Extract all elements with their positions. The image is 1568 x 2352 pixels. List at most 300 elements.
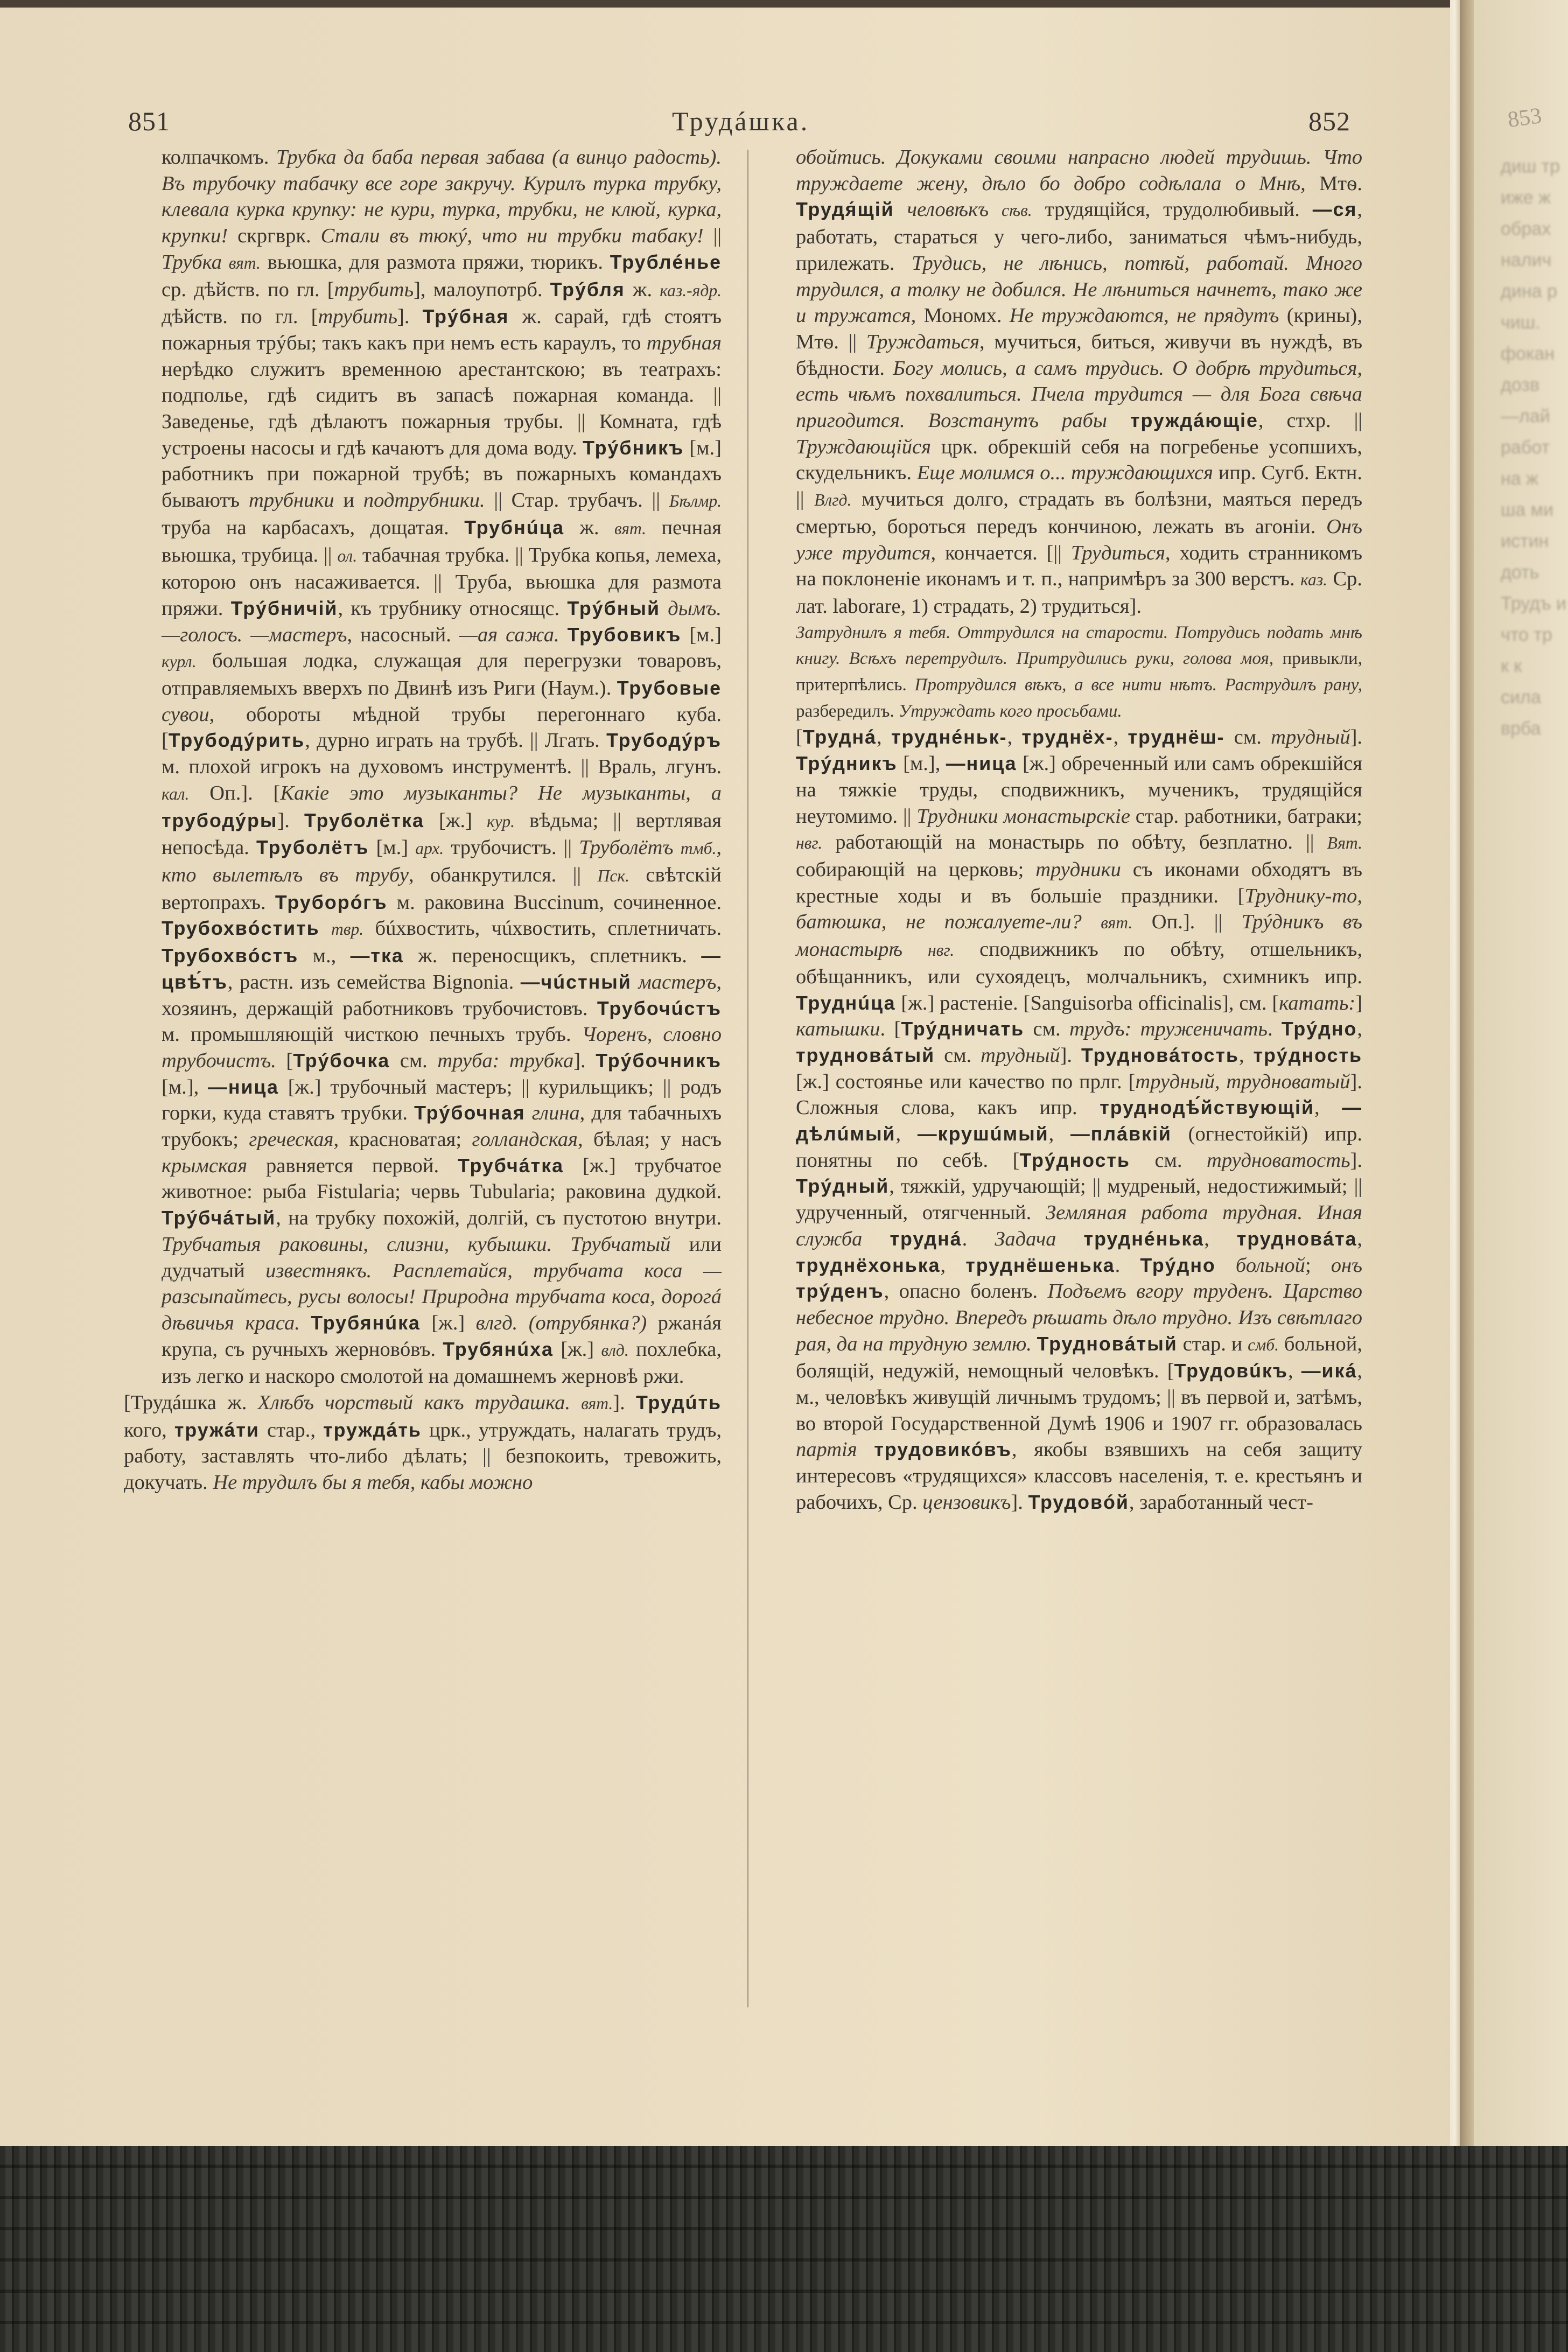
example-text: Протрудился вѣкъ, а все нити нѣтъ. Раструдилъ рану, <box>914 675 1362 695</box>
definition-text: кого, <box>124 1418 174 1441</box>
definition-text: привыкли, притерпѣлись. <box>796 648 1362 695</box>
definition-text: [ж.] трубочный мастеръ; || курильщикъ; || родъ горки, куда ставятъ трубки. <box>162 1075 722 1125</box>
region-abbreviation: кал. <box>162 784 190 803</box>
definition-text <box>320 917 331 940</box>
ghost-line: врба <box>1501 718 1541 739</box>
region-abbreviation: Вят. <box>1327 834 1362 853</box>
definition-text: см. <box>1024 1018 1069 1041</box>
definition-text: см. <box>935 1044 981 1067</box>
definition-text: ржанáя крупа, съ ручныхъ жерновóвъ. <box>162 1311 722 1361</box>
definition-text: ]. Сложныя слова, какъ ипр. <box>796 1070 1362 1119</box>
headword: Трýбля <box>550 278 625 300</box>
headword: труждáть <box>323 1419 422 1441</box>
ghost-line: иже ж <box>1501 187 1551 208</box>
example-text: трудный <box>1271 726 1350 749</box>
headword: труднёш- <box>1128 726 1225 748</box>
example-text: больной <box>1235 1254 1305 1277</box>
region-abbreviation: тмб. <box>680 839 717 858</box>
definition-text: , къ трубнику относящс. <box>338 597 568 620</box>
headword: Трýдно <box>1281 1018 1357 1040</box>
definition-text: собирающiй на церковь; <box>796 858 1036 881</box>
region-abbreviation: вят. <box>1101 913 1133 933</box>
ghost-line: что тр <box>1501 625 1552 645</box>
definition-text: см. <box>390 1049 438 1072</box>
definition-text: . <box>1115 1254 1140 1277</box>
ghost-line: чиш. <box>1501 312 1541 333</box>
definition-text: труба на карбасахъ, дощатая. <box>162 516 465 539</box>
region-abbreviation: Влгд. <box>814 491 852 510</box>
example-text: мастеръ <box>638 970 717 993</box>
ghost-line: доть <box>1501 562 1539 583</box>
headword: Трудя́щiй <box>796 199 894 221</box>
example-text: Не трудилъ бы я тебя, кабы можно <box>213 1471 533 1494</box>
example-text: Затруднилъ я тебя. Оттрудился на старости. Потрудись подать мнѣ книгу. Всѣхъ перетрудилъ. Притрудились руки, голова моя, <box>796 622 1362 669</box>
definition-text: , обороты мѣдной трубы перегоннаго куба. [ <box>162 703 722 752</box>
running-head: Трудáшка. <box>672 106 810 136</box>
example-text: партiя <box>796 1438 857 1461</box>
definition-text: [ж.] <box>553 1338 601 1361</box>
definition-text: , обанкрутился. || <box>408 863 598 886</box>
definition-text <box>570 1391 581 1414</box>
example-text: трубная <box>646 331 722 354</box>
headword: Трубовикъ <box>567 624 682 646</box>
next-page-fragment <box>1474 0 1568 2352</box>
definition-text: [м.] <box>681 623 722 646</box>
example-text: Не труждаются, не прядутъ <box>1009 304 1279 327</box>
definition-text <box>857 1438 874 1461</box>
headword: —ница <box>946 753 1017 775</box>
definition-text: [ <box>276 1049 293 1072</box>
region-abbreviation: ол. <box>337 546 358 565</box>
definition-text: Мтѳ. <box>1305 172 1362 195</box>
headword: Трýбникъ <box>583 437 684 459</box>
headword: трудновáта <box>1236 1228 1357 1250</box>
definition-text: (крины), Мтѳ. || <box>796 304 1362 353</box>
example-text: Подъемъ вгору труденъ. Царство небесное трудно. Впередъ рѣшать дѣло трудно. Изъ свѣтлаго рая, да на трудную землю. <box>796 1280 1362 1355</box>
example-text: сувои <box>162 703 209 726</box>
region-abbreviation: арх. <box>415 839 444 858</box>
definition-text: , для табачныхъ трубокъ; <box>162 1102 722 1151</box>
example-text: человѣкъ <box>907 198 989 221</box>
definition-text: большая лодка, служащая для перегрузки товаровъ, отправляемыхъ вверхъ по Двинѣ изъ Риги (Наум.). <box>162 649 722 700</box>
ghost-line: обрах <box>1501 219 1551 239</box>
definition-text: Мономх. <box>916 304 1010 327</box>
definition-text: трубочистъ. || <box>444 836 579 859</box>
region-abbreviation: твр. <box>331 920 364 939</box>
definition-text: , м., человѣкъ живущiй личнымъ трудомъ; || въ первой и, затѣмъ, во второй Государственной Думѣ 1906 и 1907 гг. образовалась <box>796 1360 1362 1435</box>
definition-text: см. <box>1130 1149 1207 1172</box>
headword: —цвѣ́тъ <box>162 945 722 993</box>
definition-text: , дурно играть на трубѣ. || Лгать. <box>305 729 607 752</box>
headword: Трубочúстъ <box>597 997 722 1019</box>
headword: —крушúмый <box>917 1123 1049 1145</box>
definition-text: м. промышляющiй чисткою печныхъ трубъ. <box>162 1023 582 1046</box>
headword: Трýбчáтый <box>162 1207 276 1229</box>
headword: труднёхонька <box>796 1254 941 1276</box>
definition-text <box>526 1102 532 1124</box>
headword: Труболётъ <box>256 837 369 859</box>
definition-text: ]. <box>1011 1490 1028 1514</box>
definition-text <box>673 836 680 859</box>
example-text: Хлѣбъ чорствый какъ трудашка. <box>257 1391 571 1415</box>
definition-text: похлебка, изъ легко и наскоро смолотой на домашнемъ жерновѣ ржи. <box>162 1338 722 1388</box>
background-mat <box>0 2146 1568 2352</box>
definition-text: , насосный. <box>347 623 459 646</box>
example-text: Стали въ тюкý, что ни трубки табаку! <box>320 225 704 248</box>
definition-text <box>300 1312 311 1334</box>
region-abbreviation: вят. <box>614 519 647 538</box>
definition-text <box>1107 409 1130 432</box>
headword: Трубнúца <box>464 516 564 538</box>
definition-text: [ж.] <box>420 1311 476 1334</box>
example-text: трубить <box>334 278 414 301</box>
definition-text: дѣйств. по гл. [ <box>162 305 318 328</box>
example-text: влгд. (отрубянка?) <box>475 1311 647 1334</box>
headword: труднá <box>890 1228 962 1250</box>
definition-text: , <box>716 836 722 859</box>
headword: Трýбочка <box>293 1049 390 1072</box>
headword: Трýбная <box>422 306 509 328</box>
ghost-line: налич <box>1501 250 1552 270</box>
dictionary-paragraph <box>796 620 1362 725</box>
definition-text: ]. <box>613 1391 636 1415</box>
ghost-line: дина р <box>1501 281 1557 302</box>
example-text: известнякъ. Расплетайся, трубчата коса — разсыпайтесь, русы волосы! Природна трубчата коса, дорогá дѣвичья краса. <box>162 1259 722 1334</box>
ghost-line: дозв <box>1501 375 1540 395</box>
example-text: катать: <box>1279 991 1356 1014</box>
definition-text: , <box>1238 1044 1254 1067</box>
example-text: Труболётъ <box>579 836 674 859</box>
definition-text: съ иконами обходятъ въ крестные ходы и въ большiе праздники. [ <box>796 858 1362 907</box>
definition-text: ж. сарай, гдѣ стоятъ пожарныя трýбы; такъ какъ при немъ есть караулъ, то <box>162 305 722 354</box>
definition-text: ипр. Сугб. Ектн. || <box>796 461 1363 511</box>
example-text: Онъ уже трудится <box>796 515 1362 564</box>
example-text: трудники <box>1035 858 1121 881</box>
ghost-line: к к <box>1501 656 1522 676</box>
headword: Труднá <box>802 726 877 748</box>
headword: —чúстный <box>520 971 632 993</box>
ghost-line: работ <box>1501 437 1550 458</box>
definition-text: || Стар. трубачъ. || <box>485 489 669 512</box>
scan-top-edge <box>0 0 1568 8</box>
definition-text: разбередилъ. <box>796 701 899 721</box>
example-text: трудный <box>981 1044 1060 1067</box>
headword: Трубодýръ <box>606 730 722 752</box>
definition-text <box>1056 1228 1084 1250</box>
definition-text: ] <box>1355 991 1362 1014</box>
example-text: Трубчатыя раковины, слизни, кубышки. Трубчатый <box>162 1233 671 1256</box>
region-abbreviation: смб. <box>1248 1335 1279 1354</box>
definition-text: ж. <box>564 516 615 539</box>
definition-text: трудящiйся, трудолюбивый. <box>1032 198 1313 221</box>
example-text: Трýдникъ въ монастырѣ <box>796 911 1362 961</box>
example-text: Богу молись, а самъ трудись. О добрѣ трудиться, есть чѣмъ похвалиться. Пчела трудится — для Бога свѣча пригодится. Возстанутъ рабы <box>796 356 1362 432</box>
example-text: трубники <box>249 489 334 512</box>
ghost-line: фокан <box>1501 344 1555 364</box>
definition-text: , мучиться, биться, живучи въ нуждѣ, въ бѣдности. <box>796 330 1362 380</box>
headword: Трýбочникъ <box>596 1049 722 1072</box>
example-text: трудъ: труженичать <box>1069 1018 1268 1041</box>
page-edge <box>1450 0 1460 2148</box>
headword: Трýдникъ <box>796 753 898 775</box>
headword: —тка <box>350 945 404 967</box>
headword: трудновáтый <box>796 1044 935 1066</box>
headword: трýдность <box>1253 1044 1363 1066</box>
dictionary-paragraph <box>162 144 722 1390</box>
definition-text: , бѣлая; у насъ <box>577 1128 722 1151</box>
example-text: Какiе это музыканты? Не музыканты, а <box>280 781 722 804</box>
headword: Трýбничiй <box>230 597 338 619</box>
definition-text: скргврк. <box>228 225 321 248</box>
definition-text: или дудчатый <box>162 1233 722 1282</box>
headword: Труболётка <box>304 809 424 831</box>
definition-text: , якобы взявшихъ на себя защиту интересовъ «трудящихся» классовъ населенiя, т. е. крестьянъ и рабочихъ, Ср. <box>796 1438 1362 1514</box>
ghost-line: на ж <box>1501 468 1538 489</box>
definition-text: , красноватая; <box>333 1128 472 1151</box>
headword: трубодýры <box>162 809 278 831</box>
definition-text: м. плохой игрокъ на духовомъ инструментѣ. || Враль, лгунъ. <box>162 755 722 779</box>
definition-text: Ср. лат. laborare, 1) страдать, 2) трудиться]. <box>796 568 1362 618</box>
example-text: Чоренъ, словно трубочистъ. <box>162 1023 722 1072</box>
definition-text: и <box>334 489 363 512</box>
definition-text: [ж.] обреченный или самъ обрекшiйся на тяжкiе труды, сподвижникъ, мученикъ, трудящiйся неутомимо. || <box>796 752 1362 828</box>
next-page-number: 853 <box>1506 103 1543 133</box>
headword: Трудновáтость <box>1081 1044 1239 1066</box>
region-abbreviation: влд. <box>601 1340 629 1360</box>
definition-text: , заработанный чест- <box>1129 1490 1313 1514</box>
headword: труднёшенька <box>965 1254 1115 1276</box>
region-abbreviation: Бѣлмр. <box>669 492 722 511</box>
definition-text: [м.] работникъ при пожарной трубѣ; въ пожарныхъ командахъ бываютъ <box>162 436 722 512</box>
headword: Трýдно <box>1140 1254 1216 1276</box>
definition-text: [м.], <box>897 752 946 775</box>
headword: Трублéнье <box>610 251 722 273</box>
definition-text: сподвижникъ по обѣту, отшельникъ, обѣщанникъ, или сухоядецъ, молчальникъ, схимникъ ипр. <box>796 938 1362 988</box>
definition-text: , <box>1113 726 1128 749</box>
headword: труднёх- <box>1021 726 1114 748</box>
page-number-right: 852 <box>1308 106 1350 136</box>
example-text: голландская <box>472 1128 578 1151</box>
definition-text: црк. обрекшiй себя на погребенье усопшихъ, скудельникъ. <box>796 435 1362 485</box>
region-abbreviation: каз. <box>1300 570 1328 590</box>
definition-text <box>1216 1254 1236 1277</box>
headword: —ся <box>1312 199 1357 221</box>
definition-text: црк., утруждать, налагать трудъ, работу, заставлять что-либо дѣлать; || безпокоить, тревожить, докучать. <box>124 1418 722 1494</box>
definition-text: колпачкомъ. <box>162 146 276 169</box>
definition-text: стар. и <box>1177 1332 1248 1355</box>
region-abbreviation: вят. <box>581 1394 613 1413</box>
definition-text: , <box>1007 726 1022 749</box>
definition-text: бúхвостить, чúхвостить, сплетничать. <box>363 917 722 940</box>
headword: труждáющiе <box>1130 410 1258 432</box>
region-abbreviation: курл. <box>162 652 197 671</box>
example-text: цензовикъ <box>922 1490 1011 1514</box>
definition-text: ]. <box>277 809 304 832</box>
headword: Трудовúкъ <box>1174 1360 1288 1382</box>
headword: Трубовые <box>617 677 722 699</box>
example-text: кто вылетѣлъ въ трубу <box>162 863 409 886</box>
definition-text: свѣтскiй вертопрахъ. <box>162 863 722 914</box>
headword: Трубохвóстъ <box>162 945 299 967</box>
headword: Трубчáтка <box>457 1154 564 1177</box>
headword: —ница <box>208 1076 279 1098</box>
dictionary-paragraph <box>124 1390 722 1496</box>
ghost-line: ша ми <box>1501 500 1553 520</box>
definition-text: нерѣдко служитъ временною арестантскою; въ театрахъ: подполье, гдѣ сидитъ въ запасѣ пожарная команда. || Заведенье, гдѣ дѣлаютъ пожарныя трубы. || Комната, гдѣ устроены насосы и гдѣ качаютъ для дома воду. <box>162 358 722 459</box>
book-gutter <box>1460 0 1474 2148</box>
right-column <box>796 144 1362 1516</box>
definition-text: Оп.]. [ <box>189 781 281 804</box>
definition-text: ]. <box>397 305 423 328</box>
headword: труднéнька <box>1083 1228 1205 1250</box>
ghost-line: Трудъ и <box>1501 593 1567 614</box>
example-text: Трудись, не лѣнись, потѣй, работай. Много трудился, а толку не добился. Не лѣниться начнетъ, тако же и тружатся, <box>796 251 1362 327</box>
definition-text <box>989 198 1002 221</box>
example-text: греческая <box>249 1128 334 1151</box>
example-text: Трудники монастырскiе <box>916 804 1130 828</box>
example-text: Еще молимся о... труждающихся <box>916 461 1213 485</box>
definition-text: больной, болящiй, недужiй, немощный человѣкъ. [ <box>796 1332 1362 1383</box>
example-text: катышки <box>796 1018 880 1041</box>
definition-text: [м.], <box>162 1075 208 1098</box>
ghost-line: сила <box>1501 687 1541 708</box>
example-text: труба: трубка <box>437 1049 574 1072</box>
definition-text: стар., <box>259 1418 324 1441</box>
page-number-left: 851 <box>128 106 170 136</box>
headword: Трýдный <box>796 1175 890 1198</box>
definition-text: вѣдьма; || вертлявая непосѣда. <box>162 809 722 859</box>
region-abbreviation: каз.-ядр. <box>660 281 722 300</box>
definition-text: мучиться долго, страдать въ болѣзни, маяться передъ смертью, бороться передъ кончиною, лежать въ агонiи. <box>796 488 1362 538</box>
definition-text: , <box>1357 1227 1363 1250</box>
definition-text: ж. <box>216 1391 258 1415</box>
definition-text: , <box>895 1123 918 1146</box>
example-text: крымская <box>162 1154 248 1177</box>
definition-text: , <box>877 726 891 749</box>
example-text: Трубка <box>162 250 229 274</box>
definition-text: вьюшка, для размота пряжи, тюрикъ. <box>260 250 610 274</box>
definition-text: , <box>1287 1360 1301 1383</box>
definition-text: ]. <box>1350 1149 1362 1172</box>
dictionary-paragraph <box>796 144 1362 620</box>
definition-text: || <box>703 225 722 248</box>
example-text: Трубка да баба первая забава (а винцо радость). Въ трубочку табачку все горе закручу. Курилъ турка трубку, клевала курка крупку: не кури, турка, трубки, не клюй, курка, крупки! <box>162 146 722 248</box>
example-text: трудноватость <box>1207 1149 1350 1172</box>
definition-text: , растн. изъ семейства Bignonia. <box>227 970 521 993</box>
definition-text: ; <box>1305 1254 1331 1277</box>
definition-text: ], малоупотрб. <box>414 278 550 301</box>
definition-text: . [ <box>880 1018 901 1041</box>
headword: Трубянúха <box>443 1338 554 1360</box>
example-text: глина <box>531 1102 580 1125</box>
definition-text <box>559 624 568 646</box>
definition-text: , кончается. [|| <box>930 541 1071 564</box>
definition-text: ]. <box>1350 726 1363 749</box>
example-text: трудный, трудноватый <box>1135 1070 1350 1093</box>
definition-text: , <box>940 1254 966 1277</box>
definition-text: . <box>1267 1018 1282 1041</box>
headword: —икá <box>1301 1360 1357 1382</box>
ghost-line: диш тр <box>1501 156 1560 177</box>
headword: Трубохвóстить <box>162 918 320 940</box>
definition-text: [ж.] трубчатое животное: рыба Fistularia; червь Tubularia; раковина дудкой. <box>162 1154 722 1203</box>
definition-text <box>660 597 668 620</box>
example-text: Задача <box>995 1227 1056 1250</box>
definition-text: , <box>1357 1018 1363 1041</box>
definition-text: . <box>962 1227 995 1250</box>
definition-text: , на трубку похожiй, долгiй, съ пустотою внутри. <box>276 1207 722 1230</box>
definition-text <box>902 938 928 961</box>
example-text: дымъ. —голосъ. —мастеръ <box>162 597 722 646</box>
region-abbreviation: кур. <box>487 811 515 831</box>
example-text: Утруждать кого просьбами. <box>899 701 1122 721</box>
ghost-line: —лай <box>1501 406 1550 426</box>
example-text: Трудиться <box>1070 541 1166 564</box>
definition-text: , тяжкiй, удручающiй; || мудреный, недостижимый; || удрученный, отягченный. <box>796 1175 1362 1224</box>
definition-text: ]. <box>573 1049 596 1072</box>
example-text: онъ <box>1331 1254 1363 1277</box>
headword: Трýдность <box>1019 1149 1130 1171</box>
definition-text: [ж.] <box>424 809 487 832</box>
headword: Труборóгъ <box>275 891 388 913</box>
definition-text: (огнестойкiй) ипр. понятны по себѣ. [ <box>796 1123 1363 1172</box>
left-column <box>124 144 722 1496</box>
headword: Трудновáтый <box>1037 1333 1178 1355</box>
definition-text: ж. переносщикъ, сплетникъ. <box>403 944 702 968</box>
headword: Трубянúка <box>311 1312 421 1334</box>
definition-text: м., <box>298 944 351 968</box>
definition-text: [ж.] растенiе. [Sanguisorba officinalis], см. [ <box>895 991 1279 1014</box>
region-abbreviation: вят. <box>228 253 261 272</box>
definition-text: , <box>1204 1227 1237 1250</box>
example-text: Труждаться <box>866 330 979 353</box>
column-divider <box>747 150 748 2007</box>
headword: Трубодýрить <box>168 730 305 752</box>
headword: тружáти <box>174 1419 260 1441</box>
example-text: Труждающiйся <box>796 435 932 458</box>
headword: Трýбный <box>567 597 660 619</box>
definition-text <box>632 971 639 993</box>
region-abbreviation: сѣв. <box>1002 201 1032 220</box>
example-text: Труднику-то, батюшка, не пожалуете-ли? <box>796 884 1362 934</box>
region-abbreviation: Пск. <box>597 866 630 885</box>
definition-text: см. <box>1224 726 1271 749</box>
definition-text <box>1082 911 1101 933</box>
definition-text: , <box>1048 1123 1070 1146</box>
definition-text: [м.] <box>369 836 416 859</box>
definition-text: стар. работники, батраки; <box>1130 804 1362 828</box>
definition-text: Оп.]. || <box>1132 911 1242 934</box>
definition-text: , стхр. || <box>1258 409 1363 432</box>
dictionary-paragraph <box>796 724 1362 1515</box>
definition-text <box>1032 1333 1037 1355</box>
definition-text <box>862 1228 890 1250</box>
definition-text: печная вьюшка, трубица. || <box>162 516 722 566</box>
definition-text: ср. дѣйств. по гл. [ <box>162 278 334 301</box>
headword: Трудúть <box>635 1392 722 1414</box>
definition-text: , работать, стараться у чего-либо, заниматься чѣмъ-нибудь, прилежать. <box>796 198 1363 275</box>
definition-text: работающiй на монастырь по обѣту, безплатно. || <box>822 831 1327 854</box>
definition-text: табачная трубка. || Трубка копья, лемеха, которою онъ насаживается. || Труба, вьюшка для размота пряжи. <box>162 543 722 620</box>
headword: —плáвкiй <box>1070 1123 1172 1145</box>
region-abbreviation: нвг. <box>796 834 823 853</box>
ghost-line: истин <box>1501 531 1549 551</box>
definition-text: равняется первой. <box>247 1154 458 1177</box>
definition-text: [ж.] состоянье или качество по прлг. [ <box>796 1070 1136 1093</box>
definition-text: , хозяинъ, держащiй работниковъ трубочистовъ. <box>162 970 722 1020</box>
example-text: обойтись. Докуками своими напрасно людей трудишь. Что труждаете жену, дѣло бо добро содѣлала о Мнѣ, <box>796 146 1362 195</box>
definition-text: ]. <box>1060 1044 1081 1067</box>
